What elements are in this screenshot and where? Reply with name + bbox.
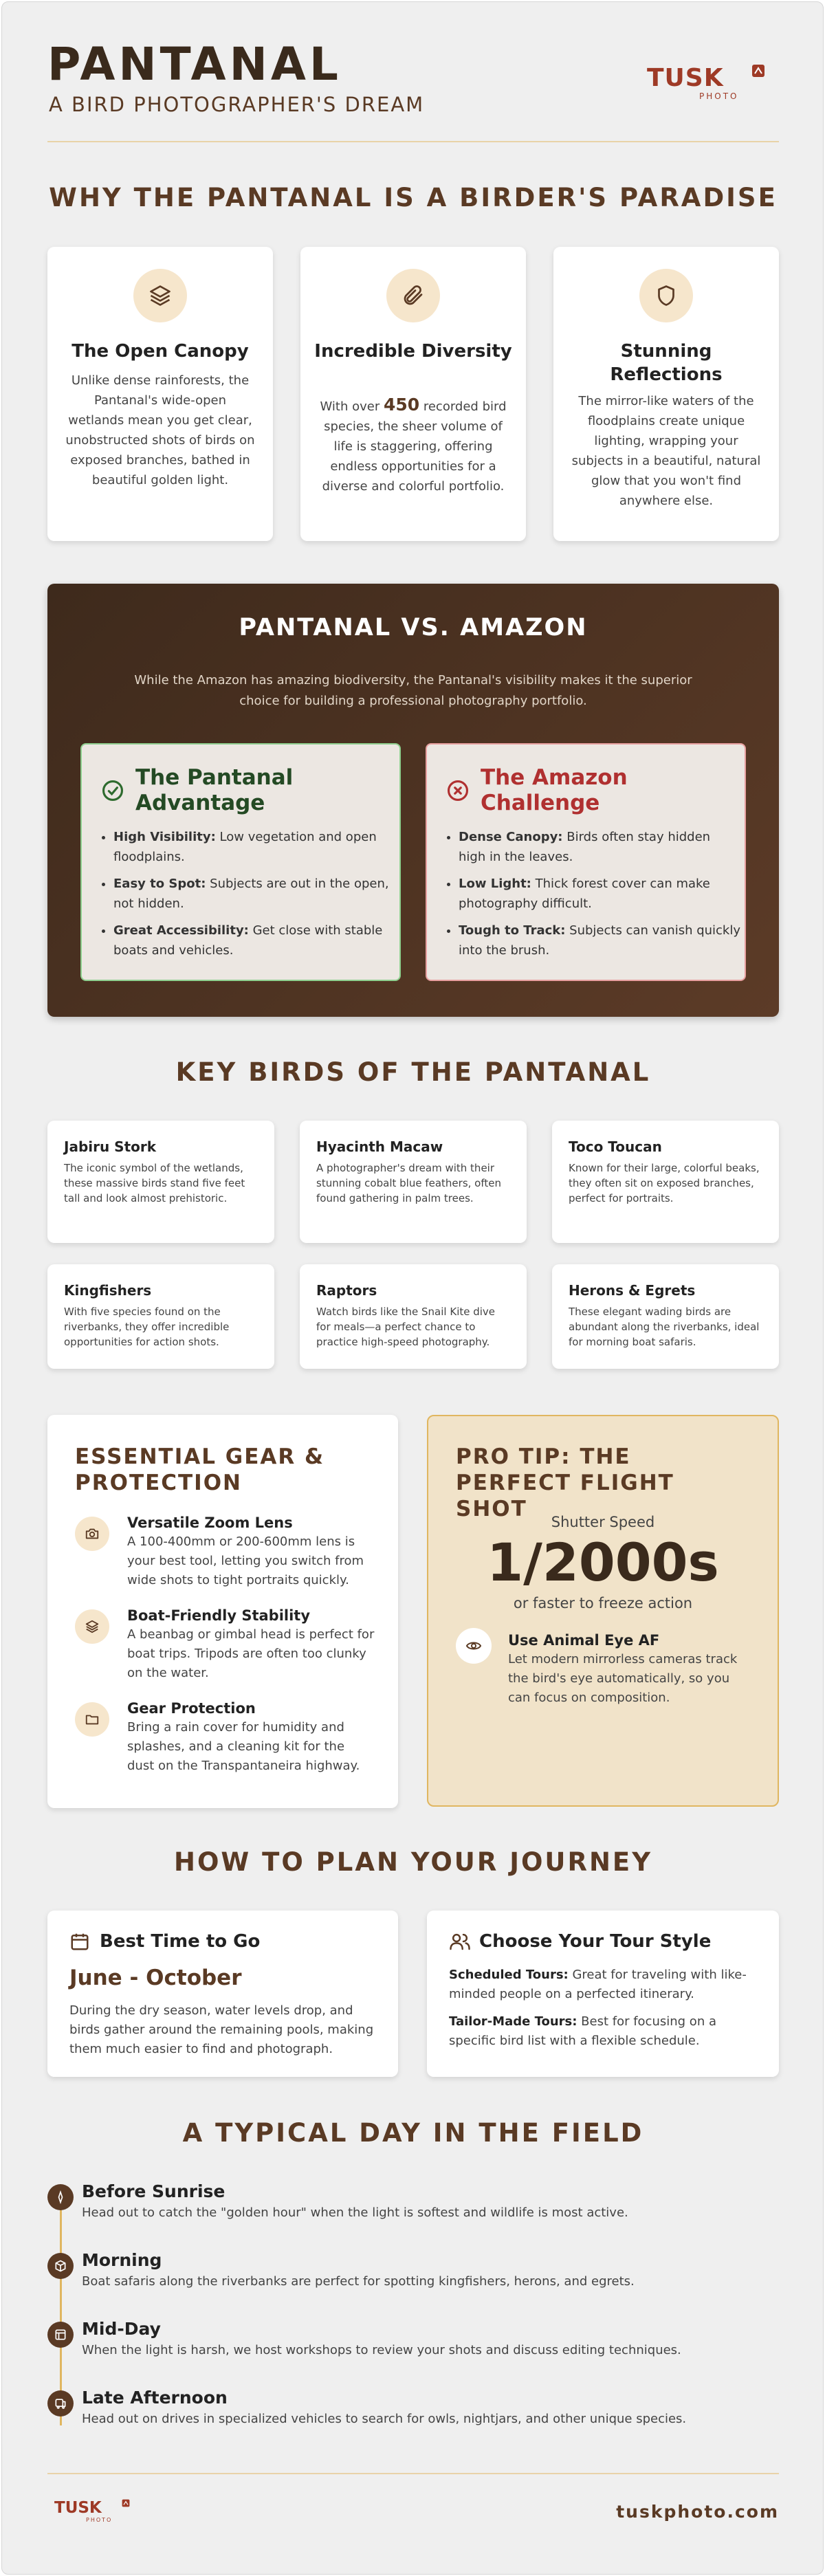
footer-logo-text: TUSK <box>54 2499 102 2517</box>
compass-icon <box>47 2184 74 2210</box>
list-item: • Great Accessibility: Get close with stable boats and vehicles. <box>113 921 395 960</box>
tip-heading: PRO TIP: THE PERFECT FLIGHT SHOT <box>456 1444 674 1521</box>
why-body-pre: With over <box>320 399 384 414</box>
day-item <box>82 2250 769 2289</box>
bird-card <box>300 1264 527 1369</box>
bird-desc: These elegant wading birds are abundant along the riverbanks, ideal for morning boat safaris. <box>569 1306 760 1348</box>
list-item: • High Visibility: Low vegetation and open floodplains. <box>113 827 395 867</box>
pantanal-list <box>96 827 395 967</box>
day-item <box>82 2181 769 2220</box>
bird-name: Hyacinth Macaw <box>316 1138 443 1155</box>
day-title: Mid-Day <box>82 2319 161 2339</box>
bird-card <box>552 1121 779 1243</box>
tip-feature-body: Let modern mirrorless cameras track the bird's eye automatically, so you can focus on composition. <box>508 1652 738 1705</box>
car-icon <box>47 2390 74 2417</box>
bird-desc: A photographer's dream with their stunning cobalt blue feathers, often found gathering in palm trees. <box>316 1162 501 1204</box>
pro-tip-card <box>427 1415 779 1807</box>
tip-feature-title: Use Animal Eye AF <box>508 1632 660 1649</box>
day-body: Head out to catch the "golden hour" when the light is softest and wildlife is most active. <box>82 2205 628 2220</box>
shutter-value: 1/2000s <box>487 1532 719 1593</box>
bird-desc: With five species found on the riverbanks, they offer incredible opportunities for action shots. <box>64 1306 230 1348</box>
box-icon <box>47 2253 74 2279</box>
header-logo[interactable] <box>647 64 771 105</box>
bird-name: Raptors <box>316 1282 377 1299</box>
tour-option: Scheduled Tours: Great for traveling with like-minded people on a perfected itinerary. <box>449 1968 747 2001</box>
day-body: Head out on drives in specialized vehicles to search for owls, nightjars, and other unique species. <box>82 2412 687 2426</box>
why-card-canopy <box>47 247 273 541</box>
gear-item <box>127 1700 375 1776</box>
logo-mark-icon <box>751 64 765 78</box>
why-card-reflections <box>553 247 779 541</box>
bird-card <box>47 1121 274 1243</box>
amazon-challenge-box <box>426 743 746 981</box>
layers-icon <box>75 1609 109 1644</box>
bird-card <box>300 1121 527 1243</box>
shutter-caption: or faster to freeze action <box>513 1595 693 1611</box>
page <box>1 1 824 2575</box>
why-card-diversity <box>300 247 526 541</box>
list-item: • Easy to Spot: Subjects are out in the open, not hidden. <box>113 874 395 914</box>
gear-body: Bring a rain cover for humidity and splashes, and a cleaning kit for the dust on the Transpantaneira highway. <box>127 1720 360 1773</box>
day-item <box>82 2319 769 2357</box>
why-card-body <box>318 395 508 496</box>
bird-desc: Known for their large, colorful beaks, they often sit on exposed branches, perfect for portraits. <box>569 1162 760 1204</box>
bird-name: Herons & Egrets <box>569 1282 696 1299</box>
layout-icon <box>47 2322 74 2348</box>
bird-name: Kingfishers <box>64 1282 152 1299</box>
tour-style-card <box>427 1911 779 2077</box>
users-icon <box>449 1931 471 1952</box>
header-divider <box>47 141 779 142</box>
footer-logo[interactable] <box>54 2499 137 2527</box>
list-item: • Tough to Track: Subjects can vanish quickly into the brush. <box>459 921 740 960</box>
eye-icon <box>456 1628 492 1664</box>
bird-name: Jabiru Stork <box>64 1138 157 1155</box>
why-card-body: The mirror-like waters of the floodplains create unique lighting, wrapping your subjects in a beautiful, natural glow that you won't find anywhere else. <box>571 394 761 508</box>
best-time-range: June - October <box>69 1966 242 1990</box>
bird-name: Toco Toucan <box>569 1138 662 1155</box>
shutter-label: Shutter Speed <box>551 1514 655 1530</box>
why-body-post: recorded bird species, the sheer volume of life is staggering, offering endless opportunities for a diverse and colorful portfolio. <box>322 399 507 494</box>
logo-sub: PHOTO <box>699 91 739 101</box>
pantanal-title: The Pantanal Advantage <box>135 765 294 815</box>
gear-item <box>127 1607 375 1683</box>
shield-icon <box>639 269 693 322</box>
why-card-body: Unlike dense rainforests, the Pantanal's wide-open wetlands mean you get clear, unobstructed shots of birds on exposed branches, bathed in beautiful golden light. <box>65 373 255 487</box>
day-title: Late Afternoon <box>82 2388 228 2408</box>
gear-body: A beanbag or gimbal head is perfect for boat trips. Tripods are often too clunky on the water. <box>127 1627 375 1680</box>
amazon-title: The Amazon Challenge <box>481 765 628 815</box>
gear-title: Boat-Friendly Stability <box>127 1607 311 1624</box>
layers-icon <box>133 269 187 322</box>
footer-divider <box>47 2473 779 2474</box>
compare-intro: While the Amazon has amazing biodiversity, the Pantanal's visibility makes it the superior choice for building a professional photography portfolio. <box>134 673 692 708</box>
pantanal-advantage-box <box>80 743 401 981</box>
tour-style-title: Choose Your Tour Style <box>479 1931 712 1952</box>
logo-text: TUSK <box>647 64 724 92</box>
best-time-card <box>47 1911 398 2077</box>
compare-heading: PANTANAL VS. AMAZON <box>239 614 588 641</box>
why-card-title: Stunning Reflections <box>610 341 723 385</box>
birds-heading: KEY BIRDS OF THE PANTANAL <box>175 1057 651 1087</box>
day-title: Morning <box>82 2250 162 2270</box>
compare-panel <box>47 584 779 1017</box>
day-title: Before Sunrise <box>82 2181 226 2201</box>
why-card-title: The Open Canopy <box>72 341 249 362</box>
best-time-title: Best Time to Go <box>100 1931 261 1952</box>
day-body: Boat safaris along the riverbanks are perfect for spotting kingfishers, herons, and egrets. <box>82 2274 635 2289</box>
tour-option: Tailor-Made Tours: Best for focusing on a specific bird list with a flexible schedule. <box>449 2014 716 2048</box>
gear-title: Gear Protection <box>127 1700 256 1717</box>
gear-item <box>127 1515 375 1590</box>
bird-card <box>552 1264 779 1369</box>
check-circle-icon <box>101 779 124 802</box>
why-card-title: Incredible Diversity <box>314 341 512 362</box>
list-item: • Low Light: Thick forest cover can make photography difficult. <box>459 874 740 914</box>
species-count: 450 <box>383 395 420 415</box>
bird-card <box>47 1264 274 1369</box>
bird-desc: The iconic symbol of the wetlands, these massive birds stand five feet tall and look almost prehistoric. <box>64 1162 245 1204</box>
page-subtitle: A BIRD PHOTOGRAPHER'S DREAM <box>49 93 425 116</box>
amazon-list <box>441 827 740 967</box>
gear-title: Versatile Zoom Lens <box>127 1515 293 1531</box>
x-circle-icon <box>446 779 470 802</box>
camera-icon <box>75 1517 109 1551</box>
footer-logo-sub: PHOTO <box>86 2517 113 2523</box>
paperclip-icon <box>386 269 440 322</box>
plan-heading: HOW TO PLAN YOUR JOURNEY <box>174 1847 652 1877</box>
day-heading: A TYPICAL DAY IN THE FIELD <box>182 2118 644 2148</box>
gear-body: A 100-400mm or 200-600mm lens is your best tool, letting you switch from wide shots to tight portraits quickly. <box>127 1534 364 1587</box>
footer-logo-mark-icon <box>122 2499 130 2507</box>
folder-icon <box>75 1702 109 1737</box>
list-item: • Dense Canopy: Birds often stay hidden high in the leaves. <box>459 827 740 867</box>
footer-url[interactable]: tuskphoto.com <box>616 2502 779 2522</box>
best-time-body: During the dry season, water levels drop, and birds gather around the remaining pools, making them much easier to find and photograph. <box>69 2003 374 2056</box>
gear-card <box>47 1415 398 1808</box>
gear-heading: ESSENTIAL GEAR & PROTECTION <box>75 1444 325 1495</box>
tip-feature <box>508 1632 756 1708</box>
day-item <box>82 2388 769 2426</box>
bird-desc: Watch birds like the Snail Kite dive for meals—a perfect chance to practice high-speed photography. <box>316 1306 496 1348</box>
day-body: When the light is harsh, we host workshops to review your shots and discuss editing techniques. <box>82 2343 681 2357</box>
calendar-icon <box>69 1931 90 1952</box>
page-title: PANTANAL <box>47 38 342 91</box>
why-heading: WHY THE PANTANAL IS A BIRDER'S PARADISE <box>49 183 778 212</box>
